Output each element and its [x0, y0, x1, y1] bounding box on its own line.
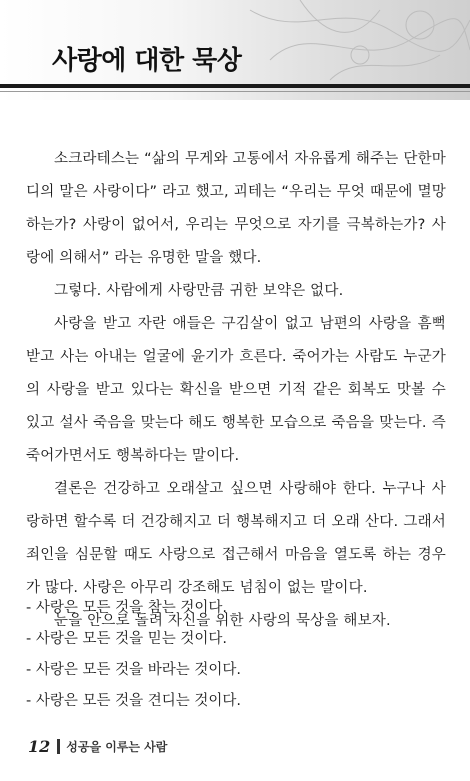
book-title: 성공을 이루는 사람 — [66, 739, 168, 754]
paragraph-3: 사랑을 받고 자란 애들은 구김살이 없고 남편의 사랑을 흠뻑 받고 사는 아내는 얼굴에 윤기가 흐른다. 죽어가는 사람도 누군가의 사랑을 받고 있다는 확신을 받으면 기적 같은 회복도 맛볼 수 있고 설사 죽음을 맞는다 해도 행복한 모습으로 죽음을 맞는다. 즉 죽어가면서도 행복하다는 말이다. — [26, 316, 446, 464]
paragraph-5: 눈을 안으로 돌려 자신을 위한 사랑의 묵상을 해보자. — [54, 613, 391, 629]
list-item: - 사랑은 모든 것을 참는 것이다. — [26, 600, 227, 616]
page-number: 12 — [28, 736, 51, 756]
meditation-list — [26, 593, 446, 717]
paragraph-4: 결론은 건강하고 오래살고 싶으면 사랑해야 한다. 누구나 사랑하면 할수록 더 건강해지고 더 행복해지고 더 오래 산다. 그래서 죄인을 심문할 때도 사랑으로 접근해서 마음을 열도록 하는 경우가 많다. 사랑은 아무리 강조해도 넘침이 없는 말이다. — [26, 481, 446, 596]
body-text — [26, 143, 446, 638]
header-rule — [0, 84, 470, 88]
list-item: - 사랑은 모든 것을 견디는 것이다. — [26, 693, 241, 709]
chapter-title: 사랑에 대한 묵상 — [52, 46, 242, 76]
paragraph-2: 그렇다. 사람에게 사랑만큼 귀한 보약은 없다. — [54, 283, 344, 299]
page-footer — [28, 736, 167, 756]
footer-divider — [57, 739, 60, 754]
list-item: - 사랑은 모든 것을 바라는 것이다. — [26, 662, 241, 678]
chapter-header — [0, 0, 470, 100]
paragraph-1: 소크라테스는 “삶의 무게와 고통에서 자유롭게 해주는 단한마디의 말은 사랑이다” 라고 했고, 괴테는 “우리는 무엇 때문에 멸망하는가? 사랑이 없어서, 우리는 무엇으로 자기를 극복하는가? 사랑에 의해서” 라는 유명한 말을 했다. — [26, 151, 446, 266]
header-rule-thin — [0, 91, 470, 92]
list-item: - 사랑은 모든 것을 믿는 것이다. — [26, 631, 227, 647]
